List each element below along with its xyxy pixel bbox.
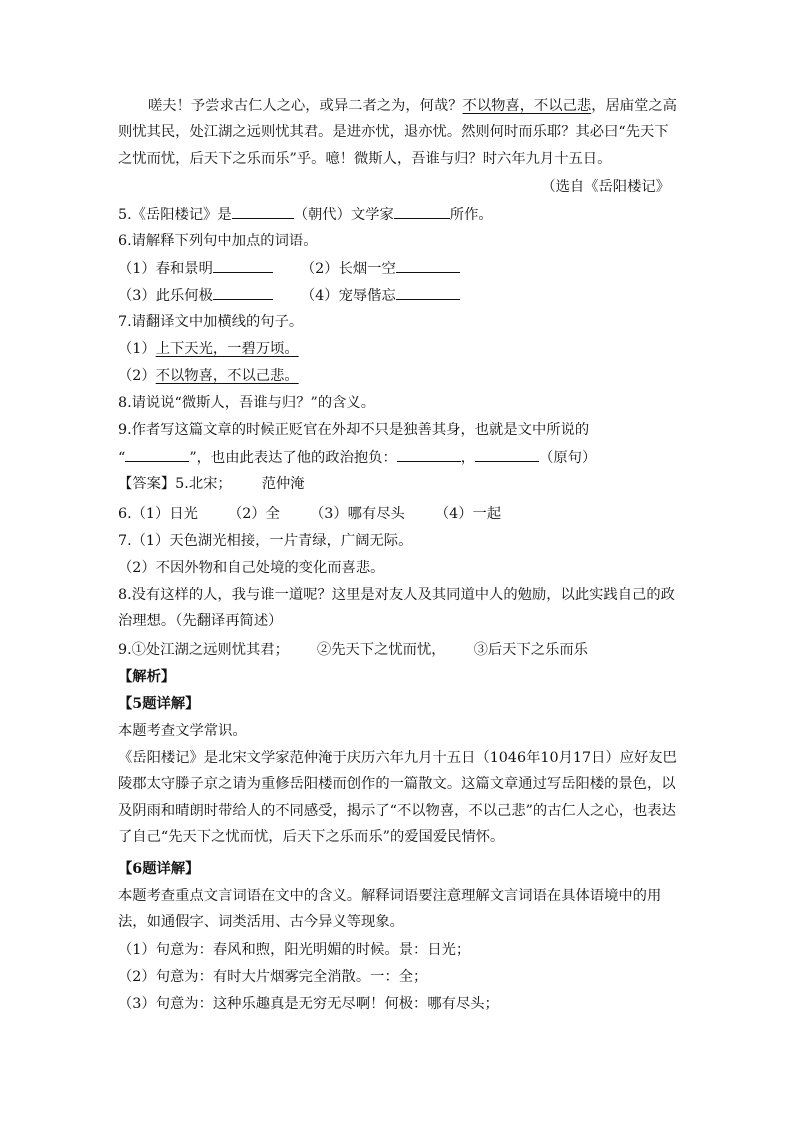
detail-5-heading: 【5题详解】 [118,696,200,712]
passage-source: （选自《岳阳楼记》 [541,179,670,195]
answer-5-author: 范仲淹 [261,476,305,492]
question-9-line-2 [118,447,596,468]
question-9-line-1: 9.作者写这篇文章的时候正贬官在外却不只是独善其身，也就是文中所说的 [118,422,590,438]
answer-5 [118,474,305,494]
question-7-item-1 [118,339,299,359]
detail-5-intro: 本题考查文学常识。 [118,723,247,739]
answer-9 [118,640,588,660]
answer-blank [213,258,273,273]
question-6-item-4: （4）宠辱偕忘 [300,288,396,304]
answer-blank [396,285,460,300]
answer-9-item-1: 9.①处江湖之远则忧其君； [118,642,289,658]
question-8: 8.请说说“微斯人，吾谁与归？”的含义。 [118,395,376,411]
detail-6-item-2: （2）句意为：有时大片烟雾完全消散。一：全； [118,969,428,985]
answer-6-item-4: （4）一起 [434,506,502,522]
question-6-row-1 [118,258,460,279]
answer-blank [397,447,461,462]
detail-6-heading: 【6题详解】 [118,861,200,877]
answer-9-item-2: ②先天下之忧而忧， [316,642,446,658]
answer-6-item-1: 6.（1）日光 [118,506,198,522]
answer-7-item-1: 7.（1）天色湖光相接，一片青绿，广阔无际。 [118,533,413,549]
answer-7-item-2: （2）不因外物和自己处境的变化而喜悲。 [118,560,385,576]
answer-blank [475,447,539,462]
question-7-item-2 [118,366,299,386]
answer-5-label: 【答案】5.北宋； [118,476,232,492]
question-9-text-mid: ”，也由此表达了他的政治抱负： [189,450,397,466]
passage-text-before: 嗟夫！予尝求古仁人之心，或异二者之为，何哉？ [148,98,463,114]
detail-5-body: 《岳阳楼记》是北宋文学家范仲淹于庆历六年九月十五日（1046年10月17日）应好友巴陵郡太守滕子京之请为重修岳阳楼而创作的一篇散文。这篇文章通过写岳阳楼的景色，以及阴雨和晴朗时带给人的不同感受，揭示了“不以物喜，不以己悲”的古仁人之心，也表达了自己“先天下之忧而忧，后天下之乐而乐”的爱国爱民情怀。 [118,750,677,845]
answer-6-item-2: （2）全 [227,506,280,522]
question-6-row-2 [118,285,460,306]
answer-8: 8.没有这样的人，我与谁一道呢？这里是对友人及其同道中人的勉励，以此实践自己的政治理想。（先翻译再简述） [118,587,675,630]
answer-blank [125,447,189,462]
question-7-item-1-sentence: 上下天光，一碧万顷。 [155,341,299,357]
answer-blank [213,285,273,300]
question-9-comma: ， [460,450,476,466]
passage-text-after: ，居庙堂之高则忧其民，处江湖之远则忧其君。是进亦忧，退亦忧。然则何时而乐耶？其必曰“先天下之忧而忧，后天下之乐而乐”乎。噫！微斯人，吾谁与归？时六年九月十五日。 [118,98,677,167]
answer-blank [396,258,460,273]
question-6-item-1: （1）春和景明 [118,261,213,277]
question-9-text-end: （原句） [539,450,597,466]
answer-6-item-3: （3）哪有尽头 [309,506,405,522]
question-7-item-1-number: （1） [118,341,156,357]
question-7-item-2-number: （2） [118,368,156,384]
question-7-item-2-sentence: 不以物喜，不以己悲。 [155,368,299,384]
passage-paragraph [118,93,678,172]
analysis-heading: 【解析】 [118,669,176,685]
answer-blank [232,204,294,219]
question-5-text-c: 所作。 [449,207,493,223]
question-9-open-quote: “ [118,450,126,466]
question-6-title: 6.请解释下列句中加点的词语。 [118,233,318,249]
answer-6 [118,504,501,524]
question-7-title: 7.请翻译文中加横线的句子。 [118,314,304,330]
question-6-item-2: （2）长烟一空 [300,261,396,277]
question-5 [118,204,493,225]
passage-underlined-sentence: 不以物喜，不以己悲 [462,98,592,114]
detail-6-item-1: （1）句意为：春风和煦，阳光明媚的时候。景：日光； [118,942,471,958]
answer-blank [394,204,450,219]
question-6-item-3: （3）此乐何极 [118,288,213,304]
detail-6-item-3: （3）句意为：这种乐趣真是无穷无尽啊！何极：哪有尽头； [118,996,499,1012]
question-5-text-a: 5.《岳阳楼记》是 [118,207,232,223]
detail-6-intro: 本题考查重点文言词语在文中的含义。解释词语要注意理解文言词语在具体语境中的用法，如通假字、词类活用、古今异义等现象。 [118,888,662,931]
answer-9-item-3: ③后天下之乐而乐 [473,642,588,658]
question-5-text-b: （朝代）文学家 [293,207,394,223]
